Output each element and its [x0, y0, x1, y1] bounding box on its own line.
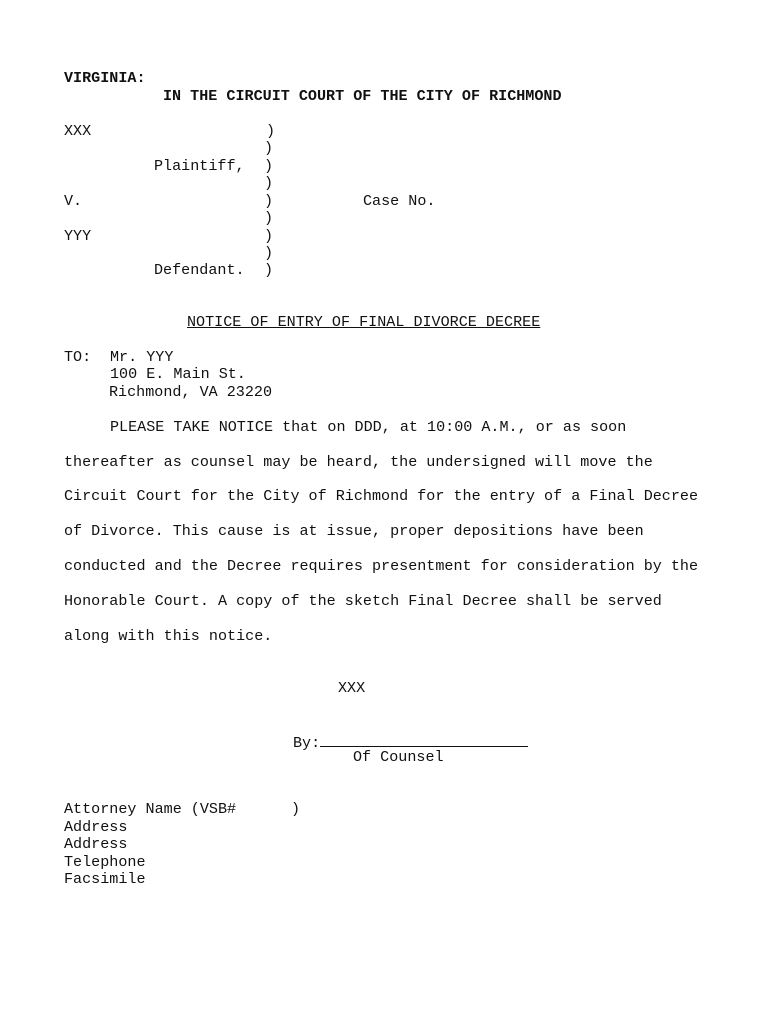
caption-bracket: )	[264, 192, 274, 210]
caption-bracket: )	[264, 174, 274, 192]
to-label: TO:	[64, 348, 92, 366]
body-line: Circuit Court for the City of Richmond for the entry of a Final Decree	[64, 487, 699, 505]
plaintiff-role: Plaintiff,	[154, 157, 245, 175]
case-number-label: Case No.	[363, 192, 436, 210]
body-line: thereafter as counsel may be heard, the undersigned will move the	[64, 453, 653, 471]
recipient-street: 100 E. Main St.	[110, 365, 246, 383]
versus-label: V.	[64, 192, 83, 210]
body-line: Honorable Court. A copy of the sketch Final Decree shall be served	[64, 592, 662, 610]
attorney-address-2: Address	[64, 835, 128, 853]
defendant-name: YYY	[64, 227, 92, 245]
attorney-vsb-close: )	[291, 800, 301, 818]
caption-bracket: )	[264, 261, 274, 279]
attorney-telephone: Telephone	[64, 853, 146, 871]
caption-bracket: )	[266, 122, 276, 140]
signature-blank	[320, 732, 528, 747]
document-title: NOTICE OF ENTRY OF FINAL DIVORCE DECREE	[187, 313, 541, 331]
by-label: By:	[293, 734, 321, 752]
recipient-city: Richmond, VA 23220	[109, 383, 273, 401]
caption-bracket: )	[264, 139, 274, 157]
body-line: of Divorce. This cause is at issue, proper depositions have been	[64, 522, 644, 540]
signature-party: XXX	[338, 679, 366, 697]
plaintiff-name: XXX	[64, 122, 92, 140]
body-line: conducted and the Decree requires presentment for consideration by the	[64, 557, 699, 575]
attorney-address-1: Address	[64, 818, 128, 836]
caption-bracket: )	[264, 244, 274, 262]
body-line: along with this notice.	[64, 627, 273, 645]
caption-bracket: )	[264, 157, 274, 175]
attorney-name: Attorney Name (VSB#	[64, 800, 237, 818]
caption-bracket: )	[264, 227, 274, 245]
state-heading: VIRGINIA:	[64, 69, 146, 87]
body-line: PLEASE TAKE NOTICE that on DDD, at 10:00 A.M., or as soon	[110, 418, 627, 436]
recipient-name: Mr. YYY	[110, 348, 174, 366]
court-heading: IN THE CIRCUIT COURT OF THE CITY OF RICHMOND	[163, 87, 562, 105]
attorney-facsimile: Facsimile	[64, 870, 146, 888]
defendant-role: Defendant.	[154, 261, 245, 279]
of-counsel-label: Of Counsel	[353, 748, 444, 766]
caption-bracket: )	[264, 209, 274, 227]
